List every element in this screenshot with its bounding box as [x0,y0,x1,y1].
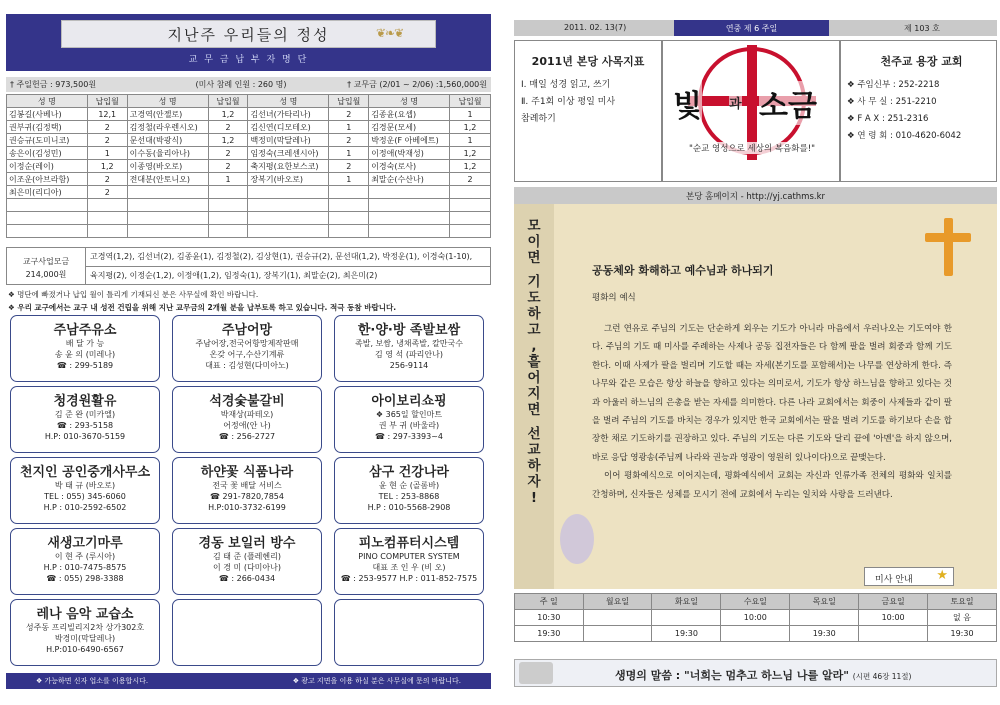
ad-business-name: 레나 음악 교습소 [36,607,134,622]
ad-detail: 전국 꽃 배달 서비스 [212,481,282,490]
donor-name-cell: 김경문(모세) [369,121,450,134]
ad-detail: 김 영 석 (파리안나) [375,350,443,359]
paid-month-cell [329,225,369,238]
paid-month-cell: 2 [87,186,127,199]
vertical-char: 하 [527,458,541,474]
paid-month-cell [329,212,369,225]
logo-salt: 소금 [759,81,817,125]
ad-detail: 박 태 규 (바오로) [54,481,116,490]
footer-note-left: ❖ 가능하면 신자 업소를 이용합시다. [36,677,149,685]
fund-amount: 214,000원 [25,270,67,279]
jesus-portrait-icon [519,662,553,684]
article-body [592,320,952,504]
vertical-char: 어 [527,370,541,386]
paid-month-cell: 2 [208,160,248,173]
article-paragraph: 이어 평화예식으로 이어지는데, 평화예식에서 교회는 자신과 인류가족 전체의 평화와 일치를 간청하며, 신자들은 성체를 모시기 전에 교회에서 누리는 일치와 사랑을 드러낸다. [592,471,952,500]
goals-list [521,77,661,128]
logo-light: 빛 [673,81,702,125]
ad-detail: TEL : 253-8868 [378,492,440,501]
ad-detail: ☎ : 055) 298-3388 [46,574,124,583]
paid-month-cell [450,186,491,199]
ad-business-name: 한·양·방 족발보쌈 [357,323,461,338]
paid-month-cell [450,212,491,225]
donor-name-cell: 최말순(수산나) [369,173,450,186]
liturgical-week: 연중 제 6 주일 [674,20,829,36]
ad-card [172,457,322,524]
footer-note-right: ❖ 광고 지면을 이용 하실 분은 사무실에 문의 바랍니다. [292,677,461,685]
donor-name-cell: 이수동(율리아나) [127,147,208,160]
goal-item: 참례하기 [521,114,556,124]
offering-header [6,14,491,71]
offering-title: 지난주 우리들의 정성 [61,20,436,48]
ad-detail: 김 준 완 (미카엘) [54,410,116,419]
day-header: 주 일 [515,594,584,610]
ad-card [334,386,484,453]
ad-card [10,386,160,453]
paid-month-cell: 1 [87,147,127,160]
issue-number: 제 103 호 [904,24,940,33]
vertical-char: , [531,338,537,354]
fund-label: 교구사업모금 [22,257,70,266]
paid-month-cell: 2 [208,121,248,134]
ad-business-name: 주남주유소 [53,323,117,338]
ad-detail: ☎ : 293-5158 [56,421,114,430]
donor-name-cell: 김봉길(사베나) [7,108,88,121]
cross-icon [925,218,971,276]
donor-name-cell [127,212,208,225]
mass-time-cell: 19:30 [790,626,859,642]
ad-business-name: 아이보리쇼핑 [371,394,447,409]
mass-time-cell [721,626,790,642]
ad-detail: ☎ : 266-0434 [218,574,276,583]
ad-business-name: 주남어망 [221,323,273,338]
paid-month-cell [329,199,369,212]
vertical-char: 고 [527,322,541,338]
donor-name-cell [369,199,450,212]
paid-month-cell: 1 [329,173,369,186]
goal-item: Ⅰ. 매일 성경 읽고, 쓰기 [521,80,611,90]
ad-card [172,386,322,453]
column-header: 성 명 [7,95,88,108]
paid-month-cell: 2 [450,173,491,186]
donor-name-cell [127,225,208,238]
goal-item: Ⅱ. 주1회 이상 평일 미사 [521,97,616,107]
schedule-days [515,594,997,610]
mass-time-cell: 19:30 [928,626,997,642]
contact-funeral: ❖ 연 령 회 : 010-4620-6042 [847,131,962,141]
vertical-char: 하 [527,306,541,322]
vertical-char: 자 [527,474,541,490]
ornament-icon: ❦❧❦ [376,26,404,40]
day-header: 목요일 [790,594,859,610]
ad-card-empty [334,599,484,666]
vertical-char: 면 [527,402,541,418]
column-header: 성 명 [127,95,208,108]
vertical-char: 지 [527,386,541,402]
vertical-char [514,418,554,426]
column-header: 납입월 [450,95,491,108]
mass-guide-label [864,567,954,586]
mass-schedule [514,593,997,642]
ad-detail: 주남어장,전국어항망제작판매 [195,339,299,348]
ad-card-empty [172,599,322,666]
column-header: 성 명 [369,95,450,108]
donor-name-cell [369,186,450,199]
flower-icon [560,514,594,564]
logo-and: 과 [729,93,742,112]
donor-name-cell [7,199,88,212]
donor-name-cell [127,199,208,212]
paid-month-cell: 1 [450,108,491,121]
article-subtitle: 평화의 예식 [592,293,636,303]
ad-detail: H.P : 010-2592-6502 [43,503,127,512]
ad-detail: 온갖 어구,수산기계류 [209,350,285,359]
word-of-life [514,659,997,687]
contact-list [847,77,996,145]
ad-detail: 대표 : 김성현(다미아노) [205,361,289,370]
paid-month-cell: 2 [87,134,127,147]
paid-month-cell [450,225,491,238]
goals-title: 2011년 본당 사목지표 [531,55,645,68]
mass-time-cell [790,610,859,626]
ad-detail: 대표 조 인 우 (비 오) [372,563,446,572]
vertical-char: 면 [527,250,541,266]
ad-detail: 이 경 미 (다미아나) [213,563,281,572]
paid-month-cell [87,199,127,212]
paid-month-cell: 2 [208,147,248,160]
ad-detail: 김 태 준 (플레헨리) [213,552,281,561]
star-icon: ★ [936,568,948,583]
ad-card [10,599,160,666]
donor-name-cell: 박정운(F 아베에트) [369,134,450,147]
ad-detail: PINO COMPUTER SYSTEM [358,552,460,561]
contact-fax: ❖ F A X : 251-2316 [847,114,929,124]
paid-month-cell: 12,1 [87,108,127,121]
donor-name-cell: 이정애(박재성) [369,147,450,160]
church-name: 천주교 용장 교회 [880,55,963,68]
table-row [7,147,491,160]
mass-time-cell: 19:30 [652,626,721,642]
donor-name-cell: 김선녀(가타리나) [248,108,329,121]
mass-time-cell: 없 음 [928,610,997,626]
diocese-fund-label [7,248,86,284]
donor-name-cell: 임정숙(크레센시아) [248,147,329,160]
donor-name-cell [369,225,450,238]
paid-month-cell: 2 [87,173,127,186]
offering-table [6,94,491,238]
tithe-period: † 교무금 (2/01 ~ 2/06) :1,560,000원 [347,80,487,89]
vertical-char: 도 [527,290,541,306]
ad-detail: H.P:010-3732-6199 [208,503,286,512]
donor-name-cell: 이경숙(로사) [369,160,450,173]
paid-month-cell [208,186,248,199]
paid-month-cell [450,199,491,212]
donor-name-cell: 전대분(안토니오) [127,173,208,186]
ad-card [334,457,484,524]
issue-bar [514,20,997,36]
mass-label-text: 미사 안내 [875,575,913,585]
ad-detail: H.P : 010-7475-8575 [43,563,127,572]
ad-detail: TEL : 055) 345-6060 [44,492,126,501]
column-header: 납입월 [208,95,248,108]
donor-name-cell [248,199,329,212]
donor-name-cell: 김신연(디모테오) [248,121,329,134]
mass-time-cell [652,610,721,626]
paid-month-cell: 1,2 [450,160,491,173]
diocese-fund-box [6,247,491,285]
donor-name-cell: 문선대(박광식) [127,134,208,147]
mass-attendance: (미사 참례 인원 : 260 명) [195,80,287,89]
ad-business-name: 삼구 건강나라 [369,465,449,480]
day-header: 월요일 [583,594,652,610]
vertical-char: 교 [527,442,541,458]
donor-name-cell: 권부귀(김정택) [7,121,88,134]
ad-detail: ☎ 291-7820,7854 [210,492,284,501]
table-row [7,121,491,134]
masthead-logo [662,40,840,182]
donor-name-cell: 이조운(아브라함) [7,173,88,186]
day-header: 화요일 [652,594,721,610]
ad-detail: 송 윤 의 (미레나) [54,350,116,359]
ad-card [172,315,322,382]
column-header: 납입월 [87,95,127,108]
donor-name-cell [127,186,208,199]
donor-name-cell: 축지평(요한보스코) [248,160,329,173]
ad-detail: 이 현 주 (루시아) [54,552,116,561]
donor-name-cell: 이종영(바오로) [127,160,208,173]
donor-name-cell [248,212,329,225]
day-header: 토요일 [928,594,997,610]
paid-month-cell: 1 [329,147,369,160]
mass-time-cell: 10:00 [859,610,928,626]
ad-detail: H.P:010-6490-6567 [46,645,124,654]
paid-month-cell: 1,2 [208,108,248,121]
donor-name-cell: 권승규(도미니코) [7,134,88,147]
table-row [7,173,491,186]
ad-business-name: 청경원활유 [53,394,117,409]
paid-month-cell [208,199,248,212]
day-header: 금요일 [859,594,928,610]
article-area [554,204,997,589]
table-row [7,212,491,225]
ad-business-name: 하얀꽃 식품나라 [200,465,294,480]
vertical-char: 모 [527,218,541,234]
donor-name-cell: 백정미(막달레나) [248,134,329,147]
donor-name-cell [7,212,88,225]
paid-month-cell: 2 [329,134,369,147]
table-row [7,186,491,199]
contact-priest: ❖ 주임신부 : 252-2218 [847,80,940,90]
fund-names-1: 고경역(1,2), 김선녀(2), 김종윤(1), 김정철(2), 김상현(1), 권승규(2), 문선대(1,2), 박정운(1), 이경숙(1-10), [90,252,473,261]
ad-detail: 박경미(막달레나) [54,634,116,643]
ad-detail: ☎ : 297-3393~4 [374,432,444,441]
paid-month-cell [87,225,127,238]
article-paragraph: 그런 연유로 주님의 기도는 단순하게 외우는 기도가 아니라 마음에서 우러나오는 기도여야 한다. 주님의 기도 때 미사를 주례하는 사제나 공동 집전자들은 다 함께 팔을 벌려 회중과 함께 기도한다. 이때 사제가 팔을 벌리며 기도할 때는 자세(본기도를 포함해서)는 나무를 연상하게 한다. 즉 나무와 같은 모습은 항상 하늘을 향하고 있다는 의미로서, 기도가 항상 하느님을 향하고 있다는 것과 아울러 하느님의 은총을 받는 자세를 의미한다. 다른 나라 교회에서는 회중이 사제들과 같이 팔을 벌려 주님의 기도를 바치는 경우가 있지만 한국 교회에서는 팔을 벌려 기도를 하기보다 손을 합장한 채로 기도하기를 권장하고 있다. 주님의 기도는 다른 기도와 달리 끝에 '아멘'을 하지 않으며, 바로 응답 영광송(주님께 나라와 권능과 영광이 영원히 있나이다)으로 끝맺는다. [592,324,952,463]
ad-detail: 어정애(안 나) [223,421,271,430]
ad-business-name: 새생고기마루 [47,536,123,551]
word-ref: (시편 46장 11절) [852,672,912,681]
contact-office: ❖ 사 무 실 : 251-2210 [847,97,937,107]
donor-name-cell: 고경역(안젤로) [127,108,208,121]
mass-time-cell: 10:00 [721,610,790,626]
ad-card [10,315,160,382]
table-row [7,160,491,173]
donor-name-cell: 송은이(김성민) [7,147,88,160]
paid-month-cell: 1,2 [208,134,248,147]
ad-card [334,528,484,595]
homepage-bar[interactable]: 본당 홈메이지 - http://yj.cathms.kr [514,187,997,204]
vertical-char: 이 [527,234,541,250]
mass-time-cell [583,626,652,642]
ad-detail: ☎ : 299-5189 [56,361,114,370]
paid-month-cell: 1,2 [87,160,127,173]
table-row [7,199,491,212]
table-header-row [7,95,491,108]
donor-name-cell: 이정순(레이) [7,160,88,173]
schedule-row-morning [515,610,997,626]
paid-month-cell [208,225,248,238]
donor-name-cell [248,225,329,238]
donor-name-cell: 김종윤(요셉) [369,108,450,121]
day-header: 수요일 [721,594,790,610]
issue-date: 2011. 02. 13(7) [564,23,627,32]
vertical-char: 선 [527,426,541,442]
paid-month-cell: 1,2 [450,147,491,160]
paid-month-cell [208,212,248,225]
ad-detail: 박재상(파테오) [220,410,274,419]
vertical-char: 흩 [527,354,541,370]
vertical-char [514,266,554,274]
ad-detail: H.P: 010-3670-5159 [44,432,126,441]
ad-business-name: 피노컴퓨터시스템 [358,536,460,551]
ad-detail: 윤 현 순 (골롬바) [378,481,440,490]
column-header: 납입월 [329,95,369,108]
ad-detail: 성주동 프리빌리지2차 상가302호 [25,623,145,632]
ad-card [172,528,322,595]
mass-time-cell [583,610,652,626]
sunday-offering: † 주일헌금 : 973,500원 [10,80,97,89]
vertical-motto [514,218,554,506]
donor-name-cell: 김정철(라우렌시오) [127,121,208,134]
paid-month-cell: 2 [329,108,369,121]
paid-month-cell [329,186,369,199]
offering-summary [6,77,491,92]
mass-time-cell: 10:30 [515,610,584,626]
donor-name-cell [369,212,450,225]
ad-detail: 256-9114 [389,361,429,370]
paid-month-cell: 2 [87,121,127,134]
article-title: 공동체와 화해하고 예수님과 하나되기 [592,264,774,277]
ad-card [10,528,160,595]
schedule-row-evening [515,626,997,642]
ad-card [334,315,484,382]
paid-month-cell: 2 [329,160,369,173]
fund-names-2: 육지평(2), 이정순(1,2), 이정애(1,2), 임정숙(1), 장복기(1), 최말순(2), 최은미(2) [86,266,490,285]
ad-detail: 권 부 귀 (바울라) [378,421,440,430]
ad-detail: ❖ 365일 할인마트 [375,410,443,419]
ad-detail: H.P : 010-5568-2908 [367,503,451,512]
donor-name-cell: 최은미(리디아) [7,186,88,199]
table-row [7,108,491,121]
ad-detail: 배 달 가 능 [65,339,105,348]
ad-business-name: 경동 보일러 방수 [198,536,296,551]
bulletin-page [510,0,1000,705]
paid-month-cell: 1 [450,134,491,147]
vertical-char: 기 [527,274,541,290]
left-footer [6,673,491,689]
paid-month-cell: 1 [329,121,369,134]
paid-month-cell [87,212,127,225]
motto: "순교 영성으로 세상의 복음화를!" [663,142,840,154]
pastoral-goals [514,40,662,182]
notice-2: ❖ 우리 교구에서는 교구 내 성전 건립을 위해 지난 교무금의 2개월 분을 납부토록 하고 있습니다. 적극 동참 바랍니다. [8,303,397,312]
table-row [7,225,491,238]
mass-time-cell [859,626,928,642]
word-text: 생명의 말씀 : "너희는 멈추고 하느님 나를 알라" [615,669,849,682]
ad-business-name: 석경숯불갈비 [209,394,285,409]
notice-1: ❖ 명단에 빠졌거나 납입 월이 틀리게 기재되신 분은 사무실에 확인 바랍니다. [8,290,259,299]
paid-month-cell: 1 [208,173,248,186]
ad-detail: 족발, 보쌈, 냉채족발, 칼만국수 [355,339,463,348]
church-contact [840,40,997,182]
table-row [7,134,491,147]
ad-business-name: 천지인 공인중개사무소 [19,465,151,480]
paid-month-cell: 1,2 [450,121,491,134]
mass-time-cell: 19:30 [515,626,584,642]
ad-detail: ☎ : 256-2727 [218,432,276,441]
column-header: 성 명 [248,95,329,108]
donor-name-cell [248,186,329,199]
donor-name-cell: 장복기(바오로) [248,173,329,186]
ad-card [10,457,160,524]
ad-detail: ☎ : 253-9577 H.P : 011-852-7575 [340,574,478,583]
offering-subtitle: 교 무 금 납 부 자 명 단 [188,55,309,65]
vertical-char: ! [530,490,538,506]
donor-name-cell [7,225,88,238]
